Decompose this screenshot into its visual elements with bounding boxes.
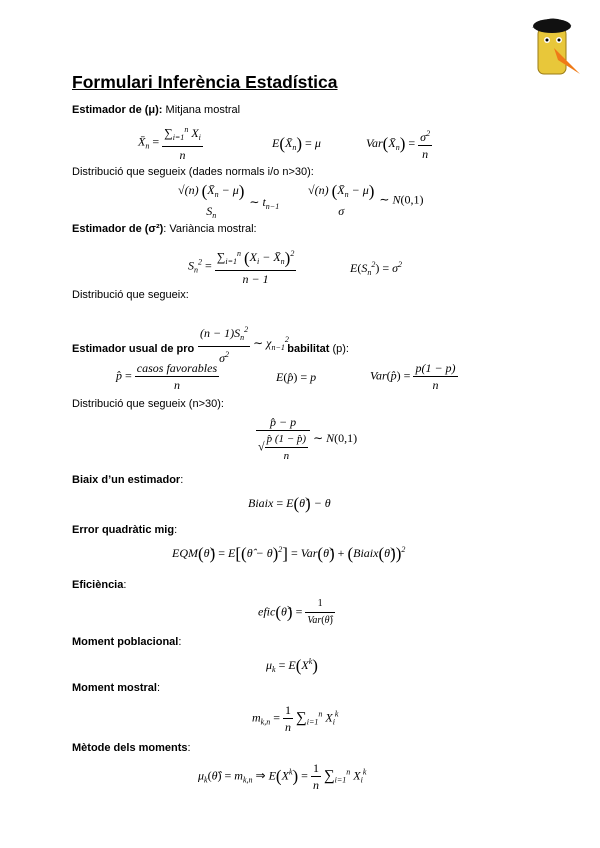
section-mse: Error quadràtic mig: bbox=[72, 524, 178, 536]
formula-proportion-expectation: E(p̂) = p bbox=[276, 370, 317, 384]
formula-mean-variance: $Var(X̄_n)$ = $\frac{\sigma^2}{n}$ bbox=[366, 126, 432, 162]
page-title: Formulari Inferència Estadística bbox=[72, 72, 338, 92]
formula-mean-expectation: $E(X̄_n) = \mu$ bbox=[272, 134, 321, 153]
formula-chi-square: $\frac{(n - 1)S_n^2}{\sigma^2}$ ∼ $\chi_{n-1}^2$ bbox=[198, 322, 289, 366]
formula-sample-moment: $m_{k,n}$ = $\frac{1}{n}$ $\sum_{i=1}^n$ $X_i^k$ bbox=[252, 703, 339, 734]
section-sample-variance-distribution: Distribució que segueix: bbox=[72, 289, 189, 301]
section-population-moment: Moment poblacional: bbox=[72, 636, 182, 648]
section-proportion-distribution: Distribució que segueix (n>30): bbox=[72, 398, 224, 410]
formula-method-of-moments: $\mu_k(\thetâ) = m_{k,n}$ ⇒ $E(X^k)$ = $\frac{1}{n}$ $\sum_{i=1}^n$ $X_i^k$ bbox=[198, 761, 367, 792]
section-sample-mean-distribution: Distribució que segueix (dades normals i/o n>30): bbox=[72, 166, 314, 178]
formula-proportion-variance: Var(p̂) = $\frac{p(1 - p)}{n}$ bbox=[370, 361, 456, 392]
formula-sample-mean: $X̄_n$ = $\frac{\sum_{i=1}^n X_i}{n}$ bbox=[138, 122, 203, 163]
formula-bias: Biaix = E(θ̂) − θ bbox=[248, 494, 331, 513]
formula-population-moment: $\mu_k = E(X^k)$ bbox=[266, 656, 318, 675]
formula-proportion: p̂ = $\frac{\text{casos favorables}}{n}$ bbox=[116, 361, 218, 392]
section-bias: Biaix d’un estimador: bbox=[72, 474, 184, 486]
section-sample-mean: Estimador de (μ): Mitjana mostral bbox=[72, 104, 241, 116]
formula-sample-variance: $S_n^2$ = $\frac{\sum_{i=1}^n (X_i - X̄_n)^2}{n - 1}$ bbox=[188, 246, 296, 287]
section-sample-moment: Moment mostral: bbox=[72, 682, 161, 694]
formula-proportion-normal: p̂ − p √ $\frac{p̂ (1 - p̂)}{n}$ ∼ N(0,1) bbox=[258, 415, 358, 462]
formula-variance-expectation: $E(S_n^2) = \sigma^2$ bbox=[350, 260, 403, 277]
formula-normal-distribution: √(n) $(X̄_n - \mu)$ σ ∼ N(0,1) bbox=[308, 181, 424, 218]
section-efficiency: Eficiència: bbox=[72, 579, 127, 591]
section-method-of-moments: Mètode dels moments: bbox=[72, 742, 191, 754]
mascot-logo-icon bbox=[528, 12, 582, 80]
formula-mse: EQM(θ̂) = E[(θ̂ − θ)$^2$] = Var(θ̂) + (Biaix(θ̂))$^2$ bbox=[172, 544, 406, 563]
section-sample-variance: Estimador de (σ²): Variància mostral: bbox=[72, 223, 257, 235]
section-proportion: Estimador usual de pro babilitat (p): bbox=[72, 343, 349, 355]
formula-efficiency: efic(θ̂) = $\frac{1}{\text{Var(θ̂)}}$ bbox=[258, 598, 333, 626]
formula-t-distribution: √(n) $(X̄_n - \mu)$ $S_n$ ∼ $t_{n-1}$ bbox=[178, 181, 280, 220]
